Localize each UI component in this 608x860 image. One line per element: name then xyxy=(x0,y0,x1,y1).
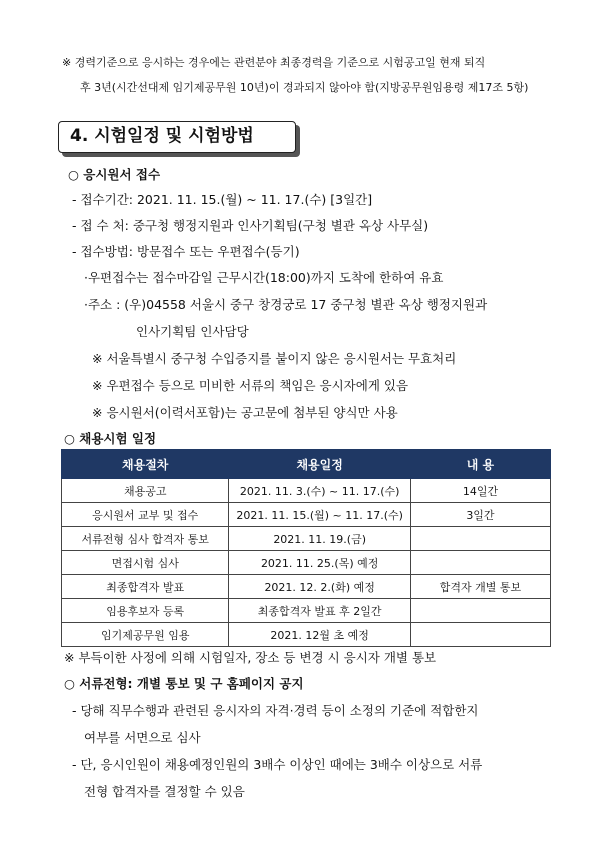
note-cell xyxy=(410,623,550,647)
column-header-date: 채용일정 xyxy=(229,450,411,479)
table-row xyxy=(62,551,551,575)
note-cell xyxy=(410,599,550,623)
application-postal: ·우편접수는 접수마감일 근무시간(18:00)까지 도착에 한하여 유효 xyxy=(84,270,444,285)
table-row xyxy=(62,599,551,623)
schedule-header-row xyxy=(62,450,551,479)
schedule-footnote: ※ 부득이한 사정에 의해 시험일자, 장소 등 변경 시 응시자 개별 통보 xyxy=(64,650,437,665)
date-cell: 2021. 12월 초 예정 xyxy=(229,623,411,647)
step-cell: 응시원서 교부 및 접수 xyxy=(62,503,229,527)
note-cell xyxy=(410,551,550,575)
column-header-step: 채용절차 xyxy=(62,450,229,479)
step-cell: 채용공고 xyxy=(62,479,229,503)
column-header-note: 내 용 xyxy=(410,450,550,479)
section-title: 4. 시험일정 및 시험방법 xyxy=(70,126,254,146)
application-note3: ※ 응시원서(이력서포함)는 공고문에 첨부된 양식만 사용 xyxy=(92,405,398,420)
note-cell xyxy=(410,527,550,551)
step-cell: 면접시험 심사 xyxy=(62,551,229,575)
date-cell: 2021. 12. 2.(화) 예정 xyxy=(229,575,411,599)
screening-line1: - 당해 직무수행과 관련된 응시자의 자격·경력 등이 소정의 기준에 적합한지 xyxy=(72,703,479,718)
note-top-line1: ※ 경력기준으로 응시하는 경우에는 관련분야 최종경력을 기준으로 시험공고일 현재 퇴직 xyxy=(62,56,486,69)
application-address-line1: ·주소 : (우)04558 서울시 중구 창경궁로 17 중구청 별관 옥상 행정지원과 xyxy=(84,297,488,312)
application-address-line2: 인사기획팀 인사담당 xyxy=(136,324,249,339)
step-cell: 서류전형 심사 합격자 통보 xyxy=(62,527,229,551)
step-cell: 최종합격자 발표 xyxy=(62,575,229,599)
date-cell: 2021. 11. 25.(목) 예정 xyxy=(229,551,411,575)
date-cell: 2021. 11. 3.(수) ~ 11. 17.(수) xyxy=(229,479,411,503)
application-note2: ※ 우편접수 등으로 미비한 서류의 책임은 응시자에게 있음 xyxy=(92,378,409,393)
application-method: - 접수방법: 방문접수 또는 우편접수(등기) xyxy=(72,244,300,259)
note-cell: 14일간 xyxy=(410,479,550,503)
table-row xyxy=(62,479,551,503)
table-row xyxy=(62,527,551,551)
table-row xyxy=(62,503,551,527)
date-cell: 2021. 11. 19.(금) xyxy=(229,527,411,551)
schedule-table xyxy=(61,449,551,647)
application-period: - 접수기간: 2021. 11. 15.(월) ~ 11. 17.(수) [3일간] xyxy=(72,192,373,207)
date-cell: 최종합격자 발표 후 2일간 xyxy=(229,599,411,623)
table-row xyxy=(62,575,551,599)
application-place: - 접 수 처: 중구청 행정지원과 인사기획팀(구청 별관 옥상 사무실) xyxy=(72,218,429,233)
application-heading: ○ 응시원서 접수 xyxy=(68,167,161,182)
note-cell: 합격자 개별 통보 xyxy=(410,575,550,599)
screening-line2: 여부를 서면으로 심사 xyxy=(84,730,201,745)
table-row xyxy=(62,623,551,647)
note-cell: 3일간 xyxy=(410,503,550,527)
screening-line3: - 단, 응시인원이 채용예정인원의 3배수 이상인 때에는 3배수 이상으로 서류 xyxy=(72,757,483,772)
step-cell: 임기제공무원 임용 xyxy=(62,623,229,647)
screening-line4: 전형 합격자를 결정할 수 있음 xyxy=(84,784,245,799)
application-note1: ※ 서울특별시 중구청 수입증지를 붙이지 않은 응시원서는 무효처리 xyxy=(92,351,457,366)
screening-heading: ○ 서류전형: 개별 통보 및 구 홈페이지 공지 xyxy=(64,676,304,691)
date-cell: 2021. 11. 15.(월) ~ 11. 17.(수) xyxy=(229,503,411,527)
schedule-heading: ○ 채용시험 일정 xyxy=(64,431,157,446)
note-top-line2: 후 3년(시간선대제 임기제공무원 10년)이 경과되지 않아야 함(지방공무원임용령 제17조 5항) xyxy=(80,81,529,94)
step-cell: 임용후보자 등록 xyxy=(62,599,229,623)
